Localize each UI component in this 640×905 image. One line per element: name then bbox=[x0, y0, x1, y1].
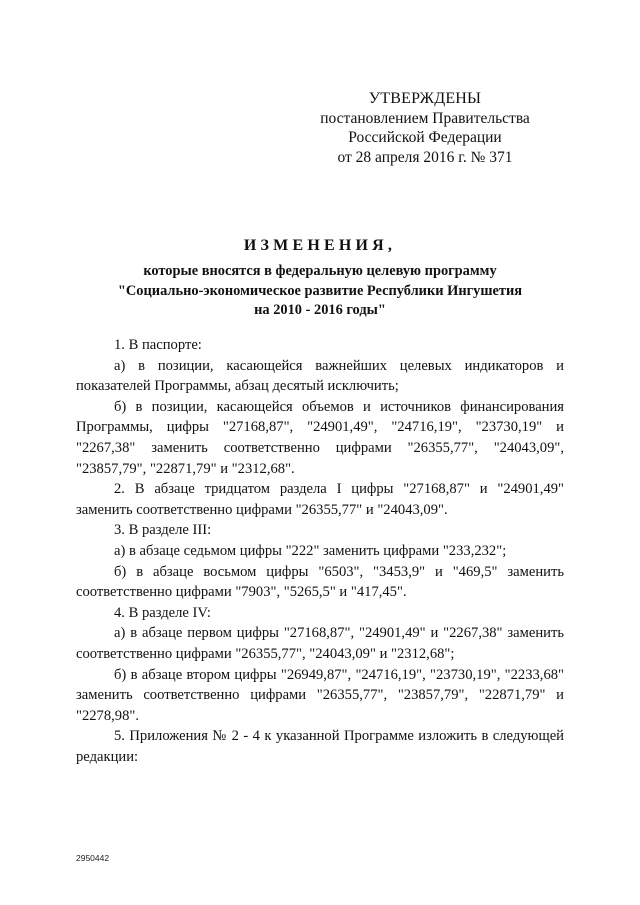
approval-stamp bbox=[318, 89, 532, 167]
approval-line-1: постановлением Правительства bbox=[320, 109, 530, 127]
paragraph-section-4: 4. В разделе IV: bbox=[114, 604, 211, 621]
paragraph-section-4-b: б) в абзаце втором цифры "26949,87", "24716,19", "23730,19", "2233,68" заменить соответственно цифрами "26355,77", "23857,79", "22871,79" и "2278,98". bbox=[76, 666, 564, 724]
approval-heading: УТВЕРЖДЕНЫ bbox=[368, 90, 482, 107]
subtitle-line-1: которые вносятся в федеральную целевую программу bbox=[143, 263, 497, 279]
paragraph-section-4-a: а) в абзаце первом цифры "27168,87", "24901,49" и "2267,38" заменить соответственно цифрами "26355,77", "24043,09" и "2312,68"; bbox=[76, 625, 564, 662]
paragraph-passport-b: б) в позиции, касающейся объемов и источников финансирования Программы, цифры "27168,87", "24901,49", "24716,19", "23730,19" и "2267,38" заменить соответственно цифрами "26355,77", "24043,09", "23857,79", "22871,79" и "2312,68". bbox=[76, 398, 564, 477]
paragraph-passport-a: а) в позиции, касающейся важнейших целевых индикаторов и показателей Программы, абзац десятый исключить; bbox=[76, 357, 564, 395]
paragraph-appendices: 5. Приложения № 2 - 4 к указанной Программе изложить в следующей редакции: bbox=[76, 728, 564, 765]
subtitle-line-2: "Социально-экономическое развитие Республики Ингушетия bbox=[117, 282, 523, 299]
document-title: ИЗМЕНЕНИЯ, bbox=[243, 237, 397, 254]
approval-line-3: от 28 апреля 2016 г. № 371 bbox=[337, 148, 513, 166]
subtitle-line-3: на 2010 - 2016 годы" bbox=[254, 302, 386, 318]
document-body bbox=[76, 335, 564, 767]
paragraph-section-3-b: б) в абзаце восьмом цифры "6503", "3453,9" и "469,5" заменить соответственно цифрами "7903", "5265,5" и "417,45". bbox=[76, 563, 564, 601]
document-code: 2950442 bbox=[76, 853, 110, 863]
paragraph-section-3-a: а) в абзаце седьмом цифры "222" заменить цифрами "233,232"; bbox=[114, 542, 507, 559]
paragraph-section-3: 3. В разделе III: bbox=[114, 522, 212, 539]
approval-line-2: Российской Федерации bbox=[348, 129, 502, 147]
document-subtitle bbox=[90, 262, 550, 321]
paragraph-passport: 1. В паспорте: bbox=[114, 337, 202, 353]
paragraph-section-1: 2. В абзаце тридцатом раздела I цифры "27168,87" и "24901,49" заменить соответственно цифрами "26355,77" и "24043,09". bbox=[76, 481, 564, 518]
